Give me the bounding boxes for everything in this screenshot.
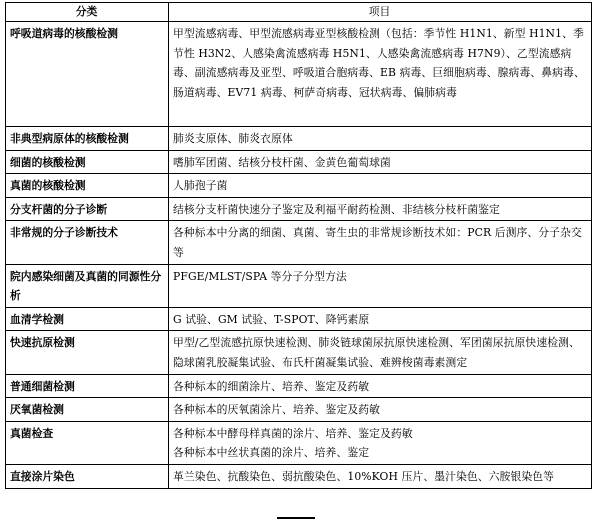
row-item-text: 各种标本的厌氧菌涂片、培养、鉴定及药敏 <box>173 403 381 417</box>
table-row <box>6 421 592 464</box>
row-item-text: 肺炎支原体、肺炎衣原体 <box>173 132 293 145</box>
row-category: 普通细菌检测 <box>6 374 169 398</box>
row-items <box>169 464 592 488</box>
row-items <box>169 421 592 464</box>
table-row <box>6 127 592 151</box>
row-category: 非典型病原体的核酸检测 <box>6 127 169 151</box>
row-item-text: 人肺孢子菌 <box>173 179 228 193</box>
header-category: 分类 <box>6 3 169 22</box>
row-item-text: G 试验、GM 试验、T-SPOT、降钙素原 <box>173 312 370 326</box>
table-row <box>6 174 592 198</box>
row-items <box>169 331 592 374</box>
row-category: 分支杆菌的分子诊断 <box>6 197 169 221</box>
row-item-text: 各种标本中酵母样真菌的涂片、培养、鉴定及药敏 <box>173 426 413 440</box>
row-items <box>169 307 592 331</box>
row-items <box>169 127 592 151</box>
table-row <box>6 464 592 488</box>
row-items <box>169 197 592 221</box>
row-category: 直接涂片染色 <box>6 464 169 488</box>
test-items-table <box>5 2 592 489</box>
row-category: 厌氧菌检测 <box>6 398 169 422</box>
row-items <box>169 398 592 422</box>
row-category: 真菌的核酸检测 <box>6 174 169 198</box>
row-item-text: PFGE/MLST/SPA 等分子分型方法 <box>173 269 347 283</box>
row-category: 血清学检测 <box>6 307 169 331</box>
row-items <box>169 174 592 198</box>
row-item-text: 甲型/乙型流感抗原快速检测、肺炎链球菌尿抗原快速检测、军团菌尿抗原快速检测、隐球菌乳胶凝集试验、布氏杆菌凝集试验、难辨梭菌毒素测定 <box>173 336 580 369</box>
row-item-text: 嗜肺军团菌、结核分枝杆菌、金黄色葡萄球菌 <box>173 155 391 169</box>
row-item-text: 各种标本中分离的细菌、真菌、寄生虫的非常规诊断技术如：PCR 后测序、分子杂交等 <box>173 226 582 259</box>
table-row <box>6 307 592 331</box>
row-category: 院内感染细菌及真菌的同源性分析 <box>6 264 169 307</box>
row-items <box>169 264 592 307</box>
row-item-text: 各种标本的细菌涂片、培养、鉴定及药敏 <box>173 379 370 393</box>
row-item-text: 结核分支杆菌快速分子鉴定及利福平耐药检测、非结核分枝杆菌鉴定 <box>173 202 500 216</box>
row-category: 呼吸道病毒的核酸检测 <box>6 22 169 127</box>
header-items: 项目 <box>169 3 592 22</box>
table-row <box>6 22 592 127</box>
row-items <box>169 22 592 127</box>
row-category: 细菌的核酸检测 <box>6 150 169 174</box>
row-item-text: 革兰染色、抗酸染色、弱抗酸染色、10%KOH 压片、墨汁染色、六胺银染色等 <box>173 469 555 483</box>
row-items <box>169 221 592 264</box>
table-row <box>6 197 592 221</box>
row-category: 非常规的分子诊断技术 <box>6 221 169 264</box>
row-item-text: 各种标本中丝状真菌的涂片、培养、鉴定 <box>173 446 370 460</box>
table-row <box>6 264 592 307</box>
row-category: 快速抗原检测 <box>6 331 169 374</box>
table-row <box>6 374 592 398</box>
table-row <box>6 221 592 264</box>
row-items <box>169 150 592 174</box>
table-row <box>6 331 592 374</box>
table-row <box>6 150 592 174</box>
row-items <box>169 374 592 398</box>
table-row <box>6 398 592 422</box>
row-item-text: 甲型流感病毒、甲型流感病毒亚型核酸检测（包括：季节性 H1N1、新型 H1N1、季节性 H3N2、人感染禽流感病毒 H5N1、人感染禽流感病毒 H7N9）、乙型流感病毒、副流感病毒及亚型、呼吸道合胞病毒、EB 病毒、巨细胞病毒、腺病毒、鼻病毒、肠道病毒、EV71 病毒、柯萨奇病毒、冠状病毒、偏肺病毒 <box>173 27 585 99</box>
row-category: 真菌检查 <box>6 421 169 464</box>
table-header-row <box>6 3 592 22</box>
